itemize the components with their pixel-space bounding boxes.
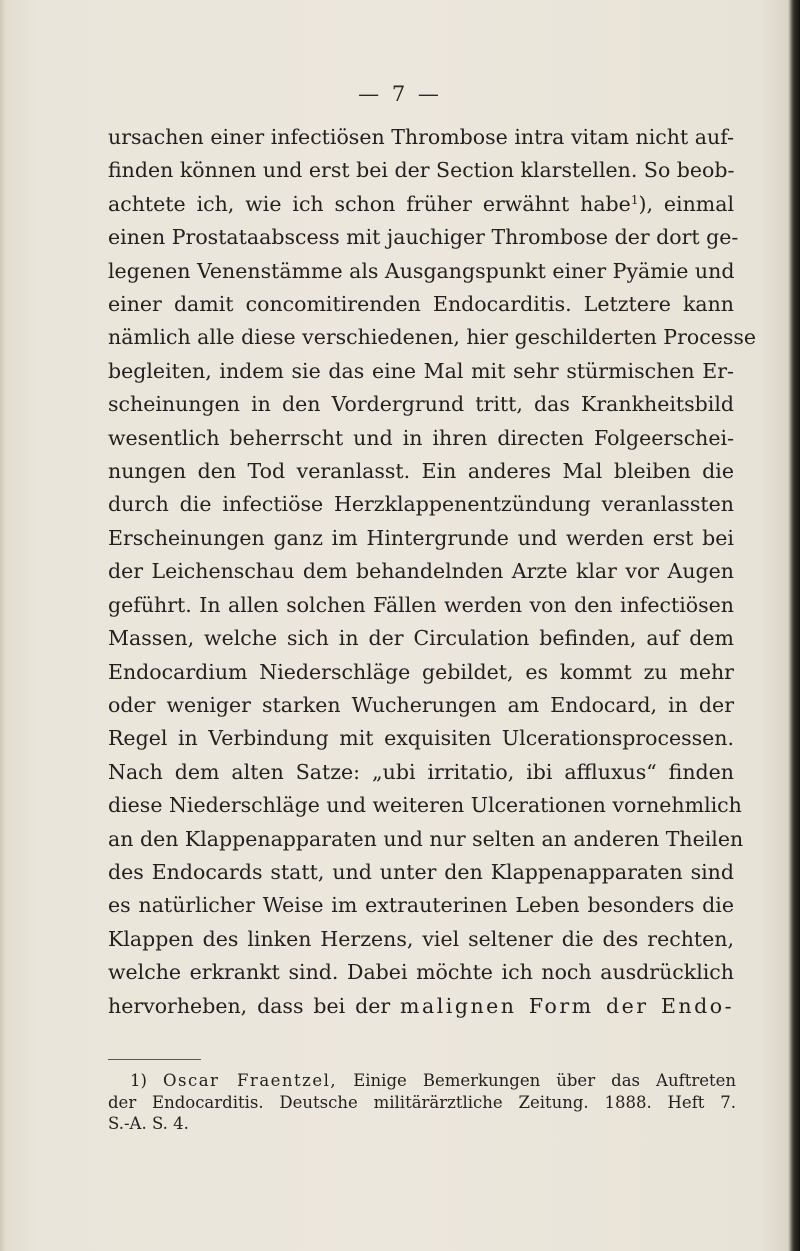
- text-line: des Endocards statt, und unter den Klappenapparaten sind: [108, 859, 734, 884]
- text-line: Nach dem alten Satze: „ubi irritatio, ibi affluxus“ finden: [108, 759, 734, 784]
- text-line: durch die infectiöse Herzklappenentzündung veranlassten: [108, 492, 734, 517]
- footnote-line: der Endocarditis. Deutsche militärärztliche Zeitung. 1888. Heft 7.: [108, 1092, 736, 1112]
- text-line: oder weniger starken Wucherungen am Endocard, in der: [108, 692, 734, 717]
- text-line-part: ), einmal: [638, 191, 734, 216]
- footnote-line: S.-A. S. 4.: [108, 1114, 189, 1133]
- footnote: [108, 1070, 736, 1135]
- page-right-binding-edge: [788, 0, 800, 1251]
- body-paragraph: [108, 121, 757, 1023]
- text-line: einer damit concomitirenden Endocarditis. Letztere kann: [108, 292, 734, 317]
- text-line: an den Klappenapparaten und nur selten an anderen Theilen: [108, 826, 744, 851]
- text-line: begleiten, indem sie das eine Mal mit sehr stürmischen Er-: [108, 358, 734, 383]
- footnote-reference: 1: [630, 192, 639, 207]
- emphasized-text: malignen Form der Endo-: [400, 993, 734, 1018]
- text-line: legenen Venenstämme als Ausgangspunkt einer Pyämie und: [108, 258, 735, 283]
- text-line: Regel in Verbindung mit exquisiten Ulcerationsprocessen.: [108, 726, 734, 751]
- text-line: nämlich alle diese verschiedenen, hier geschilderten Processe: [108, 325, 757, 350]
- footnote-separator: [108, 1059, 201, 1060]
- footnote-marker: 1): [130, 1071, 147, 1090]
- footnote-line: [108, 1070, 736, 1092]
- text-line: Klappen des linken Herzens, viel seltener die des rechten,: [108, 926, 734, 951]
- text-line: diese Niederschläge und weiteren Ulcerationen vornehmlich: [108, 793, 742, 818]
- text-line: scheinungen in den Vordergrund tritt, das Krankheitsbild: [108, 392, 734, 417]
- text-line: [108, 188, 734, 221]
- text-line: Endocardium Niederschläge gebildet, es kommt zu mehr: [108, 659, 734, 684]
- footnote-author: Oscar Fraentzel,: [162, 1071, 338, 1090]
- text-line: geführt. In allen solchen Fällen werden von den infectiösen: [108, 592, 734, 617]
- page-left-shadow: [0, 0, 6, 1251]
- footnote-title: Einige Bemerkungen über das Auftreten: [353, 1071, 736, 1090]
- text-line-part: achtete ich, wie ich schon früher erwähnt habe: [108, 191, 631, 216]
- text-line: Erscheinungen ganz im Hintergrunde und werden erst bei: [108, 525, 734, 550]
- text-line: der Leichenschau dem behandelnden Arzte klar vor Augen: [108, 559, 734, 584]
- text-line: finden können und erst bei der Section klarstellen. So beob-: [108, 158, 735, 183]
- text-line: ursachen einer infectiösen Thrombose intra vitam nicht auf-: [108, 125, 734, 149]
- page-number: — 7 —: [358, 82, 442, 106]
- text-line-part: hervorheben, dass bei der: [108, 993, 401, 1018]
- text-line: welche erkrankt sind. Dabei möchte ich noch ausdrücklich: [108, 960, 734, 985]
- text-line-last: [108, 990, 734, 1023]
- text-line: nungen den Tod veranlasst. Ein anderes Mal bleiben die: [108, 459, 734, 484]
- text-line: es natürlicher Weise im extrauterinen Leben besonders die: [108, 893, 734, 918]
- text-line: wesentlich beherrscht und in ihren directen Folgeerschei-: [108, 425, 734, 450]
- text-line: einen Prostataabscess mit jauchiger Thrombose der dort ge-: [108, 225, 739, 250]
- text-line: Massen, welche sich in der Circulation befinden, auf dem: [108, 626, 734, 651]
